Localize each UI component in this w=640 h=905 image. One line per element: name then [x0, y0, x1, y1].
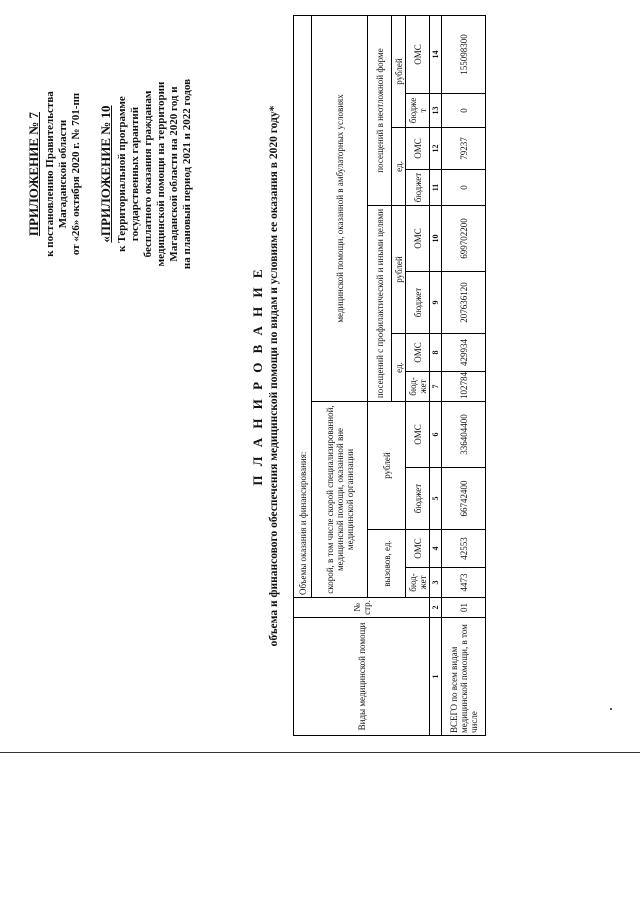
plan-title: П Л А Н И Р О В А Н И Е — [250, 266, 265, 486]
header-calls: вызовов, ед. — [368, 530, 406, 598]
header-visits-prof: посещений с профилактической и иными целями — [368, 206, 392, 402]
column-number: 5 — [430, 468, 442, 530]
header-types: Виды медицинской помощи — [294, 618, 430, 736]
header-budget: бюджет — [406, 468, 430, 530]
plan-subtitle: объема и финансового обеспечения медицинской помощи по видам и условиям ее оказания в 2020 году* — [268, 105, 280, 647]
header-volumes: Объемы оказания и финансирования: — [294, 15, 312, 597]
plan-title-block — [250, 16, 280, 736]
header-oms: ОМС — [406, 128, 430, 170]
cell-value: 207636120 — [442, 272, 486, 334]
column-number: 1 — [430, 618, 442, 736]
scan-speck — [610, 708, 612, 710]
column-number: 8 — [430, 334, 442, 372]
column-number: 7 — [430, 372, 442, 402]
row-no: 01 — [442, 598, 486, 618]
annex-10-line: медицинской помощи на территории — [155, 81, 167, 267]
annex-10-line: бесплатного оказания гражданам — [142, 90, 154, 258]
header-urgent-rubles: рублей — [392, 15, 406, 127]
cell-value: 102784 — [442, 372, 486, 402]
page-divider-line — [0, 752, 640, 753]
header-prof-rubles: рублей — [392, 206, 406, 334]
rotated-page — [18, 16, 518, 736]
header-ambulance: скорой, в том числе скорой специализированной, медицинской помощи, оказанной вне медицинской организации — [312, 402, 368, 598]
column-number: 10 — [430, 206, 442, 272]
cell-value: 66742400 — [442, 468, 486, 530]
cell-value: 0 — [442, 170, 486, 206]
column-number: 2 — [430, 598, 442, 618]
header-budget: бюджет — [406, 170, 430, 206]
annex-7-block — [26, 24, 83, 324]
cell-value: 429934 — [442, 334, 486, 372]
cell-value: 4473 — [442, 568, 486, 598]
header-urgent-units: ед. — [392, 128, 406, 206]
cell-value: 699702200 — [442, 206, 486, 272]
column-number: 4 — [430, 530, 442, 568]
cell-value: 42553 — [442, 530, 486, 568]
annex-10-line: к Территориальной программе — [116, 96, 128, 252]
header-oms: ОМС — [406, 206, 430, 272]
annex-10-line: на плановый период 2021 и 2022 годов — [181, 78, 193, 270]
header-oms: ОМС — [406, 402, 430, 468]
column-number: 13 — [430, 94, 442, 128]
column-number: 12 — [430, 128, 442, 170]
header-ambulance-rubles: рублей — [368, 402, 406, 530]
annex-7-title: ПРИЛОЖЕНИЕ № 7 — [26, 111, 41, 237]
column-number: 6 — [430, 402, 442, 468]
annex-7-line: от «26» октября 2020 г. № 701-пп — [70, 92, 82, 256]
cell-value: 0 — [442, 94, 486, 128]
header-outpatient: медицинской помощи, оказанной в амбулаторных условиях — [312, 15, 368, 401]
column-number: 11 — [430, 170, 442, 206]
header-budget: бюджет — [406, 272, 430, 334]
annex-10-line: Магаданской области на 2020 год и — [168, 86, 180, 262]
header-oms: ОМС — [406, 334, 430, 372]
header-oms: ОМС — [406, 15, 430, 93]
column-number: 3 — [430, 568, 442, 598]
annex-10-block — [98, 24, 194, 324]
cell-value: 155098300 — [442, 15, 486, 93]
cell-value: 336404400 — [442, 402, 486, 468]
planning-table — [293, 15, 486, 736]
header-row-no: № стр. — [294, 598, 430, 618]
column-number: 14 — [430, 15, 442, 93]
header-visits-urgent: посещений в неотложной форме — [368, 15, 392, 205]
column-number-row — [430, 15, 442, 735]
column-number: 9 — [430, 272, 442, 334]
annex-7-line: к постановлению Правительства — [44, 91, 56, 257]
header-oms: ОМС — [406, 530, 430, 568]
annex-10-title: «ПРИЛОЖЕНИЕ № 10 — [98, 105, 113, 243]
header-budget: бюдже т — [406, 94, 430, 128]
header-budget: бюд-жет — [406, 568, 430, 598]
header-prof-units: ед. — [392, 334, 406, 402]
annex-10-line: государственных гарантий — [129, 106, 141, 242]
header-budget: бюд-жет — [406, 372, 430, 402]
row-name: ВСЕГО по всем видам медицинской помощи, в том числе — [442, 618, 486, 736]
table-row — [442, 15, 486, 735]
cell-value: 79237 — [442, 128, 486, 170]
annex-7-line: Магаданской области — [57, 119, 69, 229]
